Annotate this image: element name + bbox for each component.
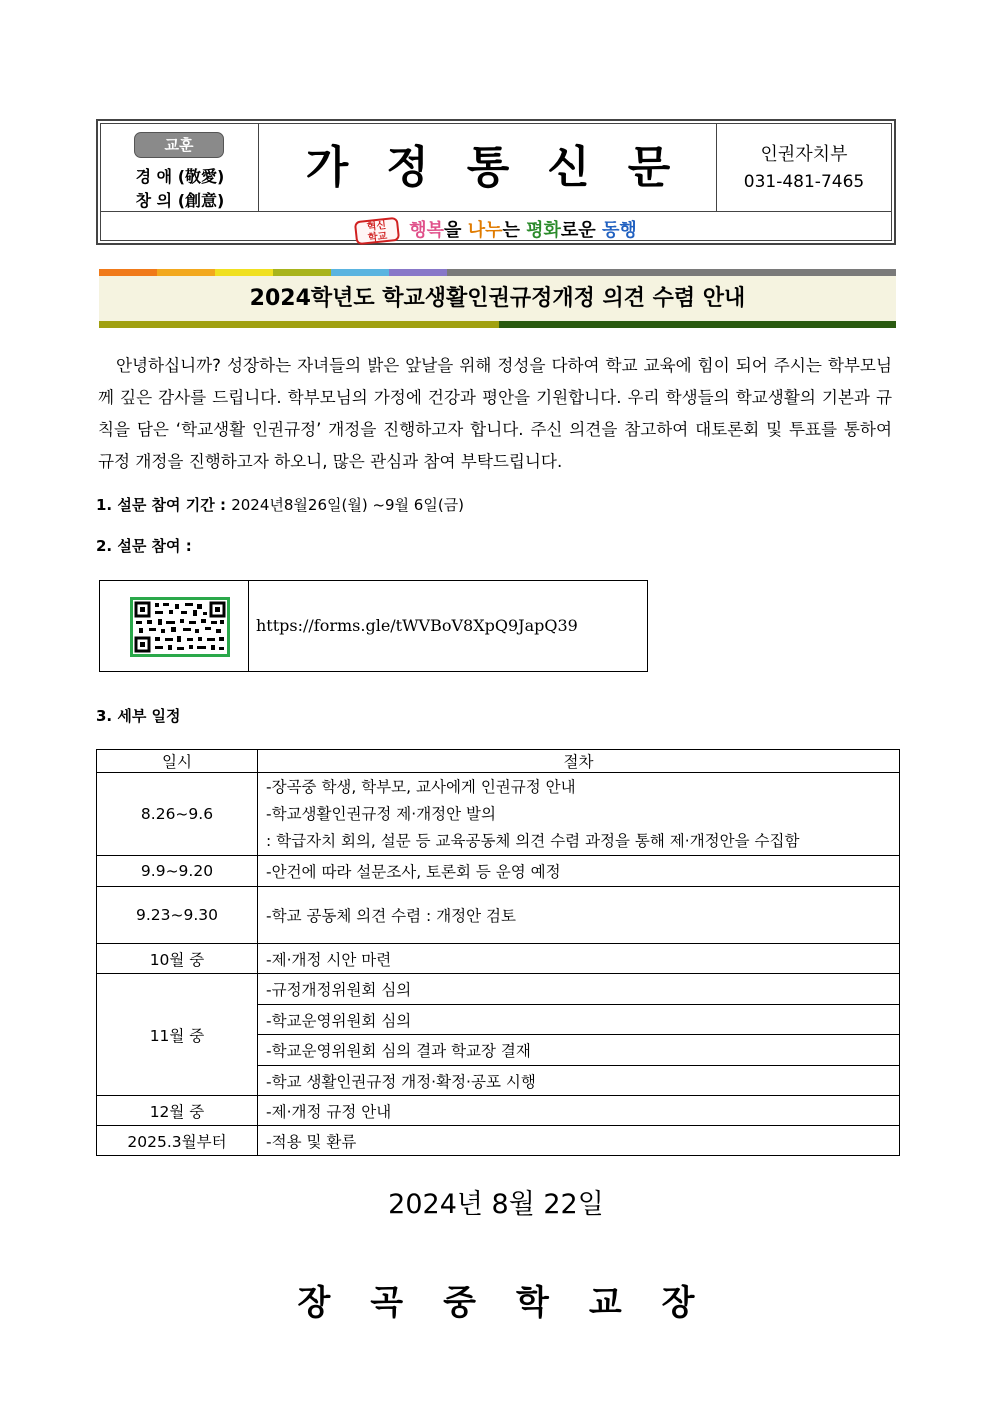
qr-cell (100, 581, 249, 671)
survey-url-link[interactable]: https://forms.gle/tWVBoV8XpQ9JapQ39 (256, 616, 578, 635)
logo-text-2: 학교 (367, 230, 389, 244)
survey-box (99, 580, 648, 672)
school-slogan (101, 216, 891, 243)
row-date: 2025.3월부터 (97, 1126, 258, 1156)
table-row (97, 974, 900, 1005)
qr-code-graphic (133, 600, 227, 654)
row-date: 8.26~9.6 (97, 773, 258, 856)
survey-period-value: 2024년8월26일(월) ~9월 6일(금) (231, 496, 465, 514)
intro-paragraph (98, 350, 892, 478)
department-cell (717, 124, 891, 212)
row-date: 10월 중 (97, 944, 258, 974)
survey-period-label: 1. 설문 참여 기간 : (96, 496, 226, 514)
schedule-table (96, 749, 900, 1156)
table-row (97, 856, 900, 887)
slogan-word-7: 동행 (601, 220, 637, 241)
row-procedure: -학교운영위원회 심의 (258, 1005, 900, 1035)
table-header-row (97, 750, 900, 773)
slogan-word-5: 평화 (526, 220, 561, 241)
table-row (97, 773, 900, 856)
rainbow-strip (99, 269, 896, 276)
procedure-item: -학교생활인권규정 제·개정안 발의 (266, 804, 496, 823)
banner-under-strip (99, 321, 896, 328)
title-cell (259, 124, 717, 212)
row-procedure: -제·개정 규정 안내 (258, 1096, 900, 1126)
table-row (97, 887, 900, 944)
strip-segment-4 (273, 269, 331, 276)
motto-cell (101, 124, 259, 212)
slogan-word-3: 나누 (467, 220, 503, 241)
slogan-cell (101, 212, 891, 244)
banner-title: 2024학년도 학교생활인권규정개정 의견 수렴 안내 (249, 286, 746, 311)
principal-signature: 장곡중학교장 (297, 1283, 735, 1323)
row-procedure: -제·개정 시안 마련 (258, 944, 900, 974)
header-procedure: 절차 (258, 750, 900, 773)
strip-segment-6 (389, 269, 447, 276)
table-row (97, 1126, 900, 1156)
strip-segment-1 (99, 269, 157, 276)
issue-date: 2024년 8월 22일 (388, 1189, 604, 1220)
strip-segment-5 (331, 269, 389, 276)
row-date: 9.9~9.20 (97, 856, 258, 887)
row-procedure: -규정개정위원회 심의 (258, 974, 900, 1005)
table-row (97, 944, 900, 974)
motto-line-2: 창 의 (創意) (135, 191, 225, 210)
qr-code-icon[interactable] (130, 597, 230, 657)
newsletter-title: 가정통신문 (305, 142, 709, 193)
slogan-word-6: 로운 (560, 220, 602, 241)
row-procedure (258, 773, 900, 856)
motto-badge: 교훈 (134, 132, 224, 158)
title-banner (99, 276, 896, 322)
row-procedure: -적용 및 환류 (258, 1126, 900, 1156)
newsletter-header (96, 119, 896, 245)
row-procedure: -학교 생활인권규정 개정·확정·공포 시행 (258, 1066, 900, 1096)
header-inner-frame (100, 123, 892, 244)
row-date: 12월 중 (97, 1096, 258, 1126)
strip-segment-7 (447, 269, 896, 276)
schedule-label: 3. 세부 일정 (96, 707, 181, 725)
department-phone: 031-481-7465 (743, 172, 865, 192)
header-date: 일시 (97, 750, 258, 773)
procedure-item: -장곡중 학생, 학부모, 교사에게 인권규정 안내 (266, 777, 576, 796)
strip-segment-3 (215, 269, 273, 276)
row-procedure: -안건에 따라 설문조사, 토론회 등 운영 예정 (258, 856, 900, 887)
strip-segment-2 (157, 269, 215, 276)
intro-text: 안녕하십니까? 성장하는 자녀들의 밝은 앞날을 위해 정성을 다하여 학교 교육에 힘이 되어 주시는 학부모님께 깊은 감사를 드립니다. 학부모님의 가정에 건강과 평안을 기원합니다. 우리 학생들의 학교생활의 기본과 규칙을 담은 ‘학교생활 인권규정’ 개정을 진행하고자 합니다. 주신 의견을 참고하여 대토론회 및 투표를 통하여 규정 개정을 진행하고자 하오니, 많은 관심과 참여 부탁드립니다. (98, 356, 892, 471)
procedure-item: : 학급자치 회의, 설문 등 교육공동체 의견 수렴 과정을 통해 제·개정안을 수집함 (266, 831, 800, 850)
slogan-word-2: 을 (444, 220, 468, 241)
row-date: 9.23~9.30 (97, 887, 258, 944)
row-date: 11월 중 (97, 974, 258, 1096)
under-strip-right (499, 321, 896, 328)
slogan-word-4: 는 (502, 220, 527, 241)
motto-line-1: 경 애 (敬愛) (135, 167, 225, 186)
row-procedure: -학교 공동체 의견 수렴 : 개정안 검토 (258, 887, 900, 944)
survey-period (96, 494, 464, 515)
logo-text-1: 혁신 (366, 220, 387, 234)
under-strip-left (99, 321, 499, 328)
survey-participate-label: 2. 설문 참여 : (96, 537, 192, 555)
department-name: 인권자치부 (760, 144, 848, 165)
table-row (97, 1096, 900, 1126)
slogan-word-1: 행복 (409, 220, 445, 241)
row-procedure: -학교운영위원회 심의 결과 학교장 결재 (258, 1035, 900, 1066)
innovation-school-logo-icon (354, 217, 400, 245)
